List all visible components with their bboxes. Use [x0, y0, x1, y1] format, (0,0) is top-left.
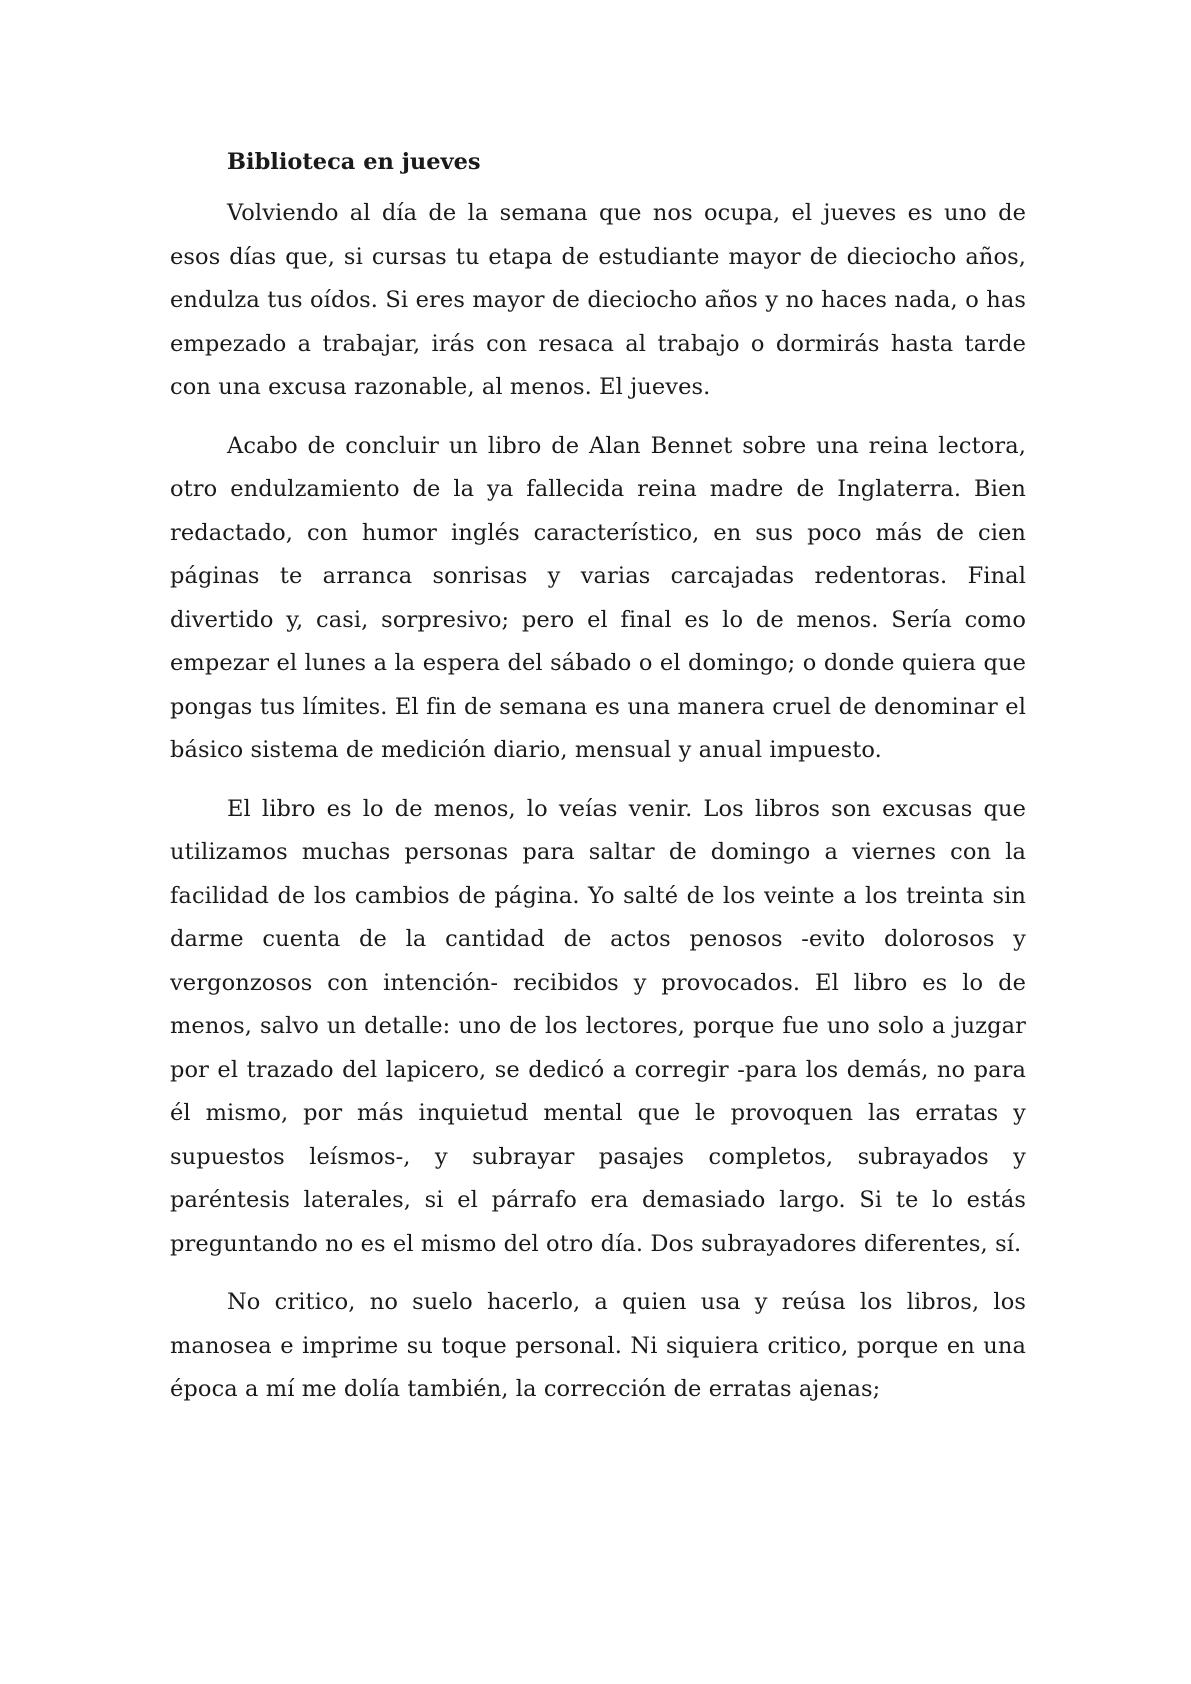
paragraph: El libro es lo de menos, lo veías venir. Los libros son excusas que utilizamos muchas personas para saltar de domingo a viernes con la facilidad de los cambios de página. Yo salté de los veinte a los treinta sin darme cuenta de la cantidad de actos penosos -evito dolorosos y vergonzosos con intención- recibidos y provocados. El libro es lo de menos, salvo un detalle: uno de los lectores, porque fue uno solo a juzgar por el trazado del lapicero, se dedicó a corregir -para los demás, no para él mismo, por más inquietud mental que le provoquen las erratas y supuestos leísmos-, y subrayar pasajes completos, subrayados y paréntesis laterales, si el párrafo era demasiado largo. Si te lo estás preguntando no es el mismo del otro día. Dos subrayadores diferentes, sí.	[170, 795, 1026, 1257]
document-body	[170, 146, 1026, 1427]
section-title: Biblioteca en jueves	[227, 149, 481, 175]
paragraph: No critico, no suelo hacerlo, a quien usa y reúsa los libros, los manosea e imprime su toque personal. Ni siquiera critico, porque en una época a mí me dolía también, la corrección de erratas ajenas;	[170, 1289, 1026, 1402]
paragraph: Volviendo al día de la semana que nos ocupa, el jueves es uno de esos días que, si cursas tu etapa de estudiante mayor de dieciocho años, endulza tus oídos. Si eres mayor de dieciocho años y no haces nada, o has empezado a trabajar, irás con resaca al trabajo o dormirás hasta tarde con una excusa razonable, al menos. El jueves.	[170, 200, 1026, 400]
paragraph: Acabo de concluir un libro de Alan Bennet sobre una reina lectora, otro endulzamiento de la ya fallecida reina madre de Inglaterra. Bien redactado, con humor inglés característico, en sus poco más de cien páginas te arranca sonrisas y varias carcajadas redentoras. Final divertido y, casi, sorpresivo; pero el final es lo de menos. Sería como empezar el lunes a la espera del sábado o el domingo; o donde quiera que pongas tus límites. El fin de semana es una manera cruel de denominar el básico sistema de medición diario, mensual y anual impuesto.	[170, 432, 1026, 763]
